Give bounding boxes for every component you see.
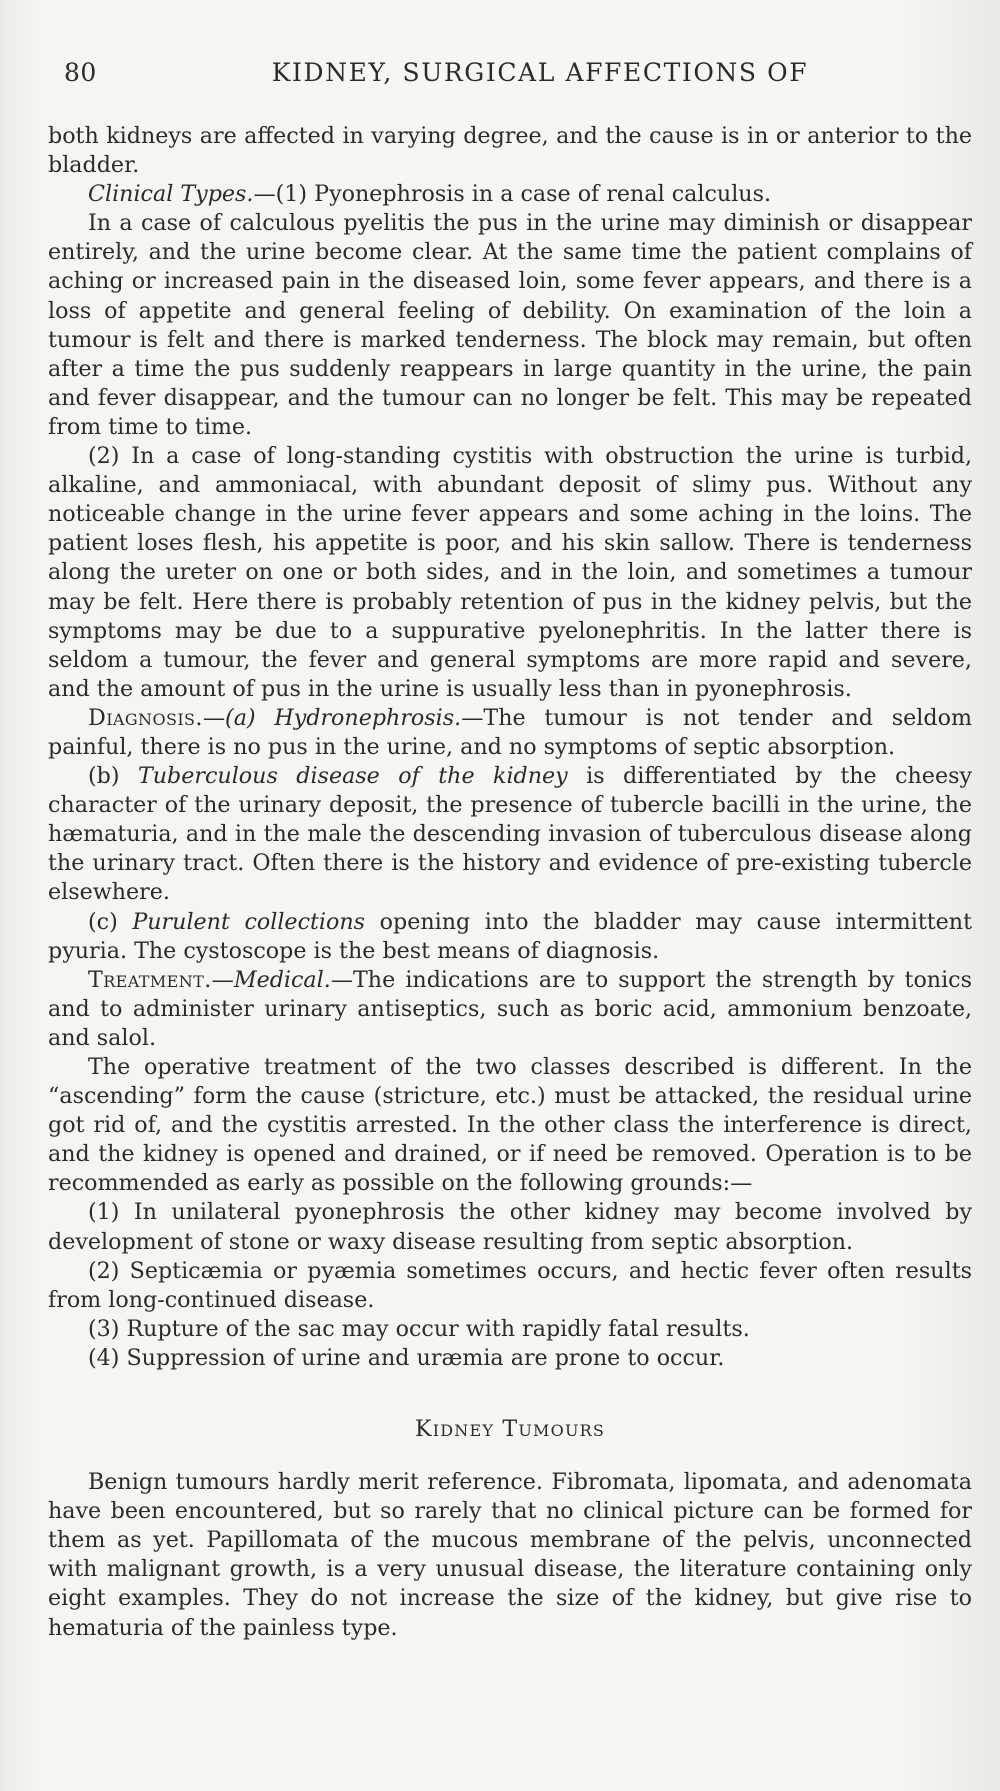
list-item: (4) Suppression of urine and uræmia are prone to occur. [88,1344,725,1371]
paragraph-clinical-types [48,180,972,209]
paragraph-cystitis: (2) In a case of long-standing cystitis with obstruction the urine is turbid, alkaline, and ammoniacal, with abundant deposit of slimy pus. Without any noticeable change in the urine fever appears and some aching in the loins. The patient loses flesh, his appetite is poor, and his skin sallow. There is tenderness along the ureter on one or both sides, and in the loin, and sometimes a tumour may be felt. Here there is probably retention of pus in the kidney pelvis, but the symptoms may be due to a suppurative pyelonephritis. In the latter there is seldom a tumour, the fever and general symptoms are more rapid and severe, and the amount of pus in the urine is usually less than in pyonephrosis. [48,443,972,702]
tuberculous-label: Tuberculous disease of the kidney [137,763,568,790]
section-title-kidney-tumours: Kidney Tumours [414,1416,606,1443]
paragraph-tuberculous [48,762,972,907]
paragraph-purulent [48,908,972,966]
page-content [48,58,972,1643]
hydronephrosis-text: —The tumour is not tender and seldom painful, there is no pus in the urine, and no symptoms of septic absorption. [48,704,972,760]
list-item: (3) Rupture of the sac may occur with rapidly fatal results. [88,1315,750,1342]
paragraph-operative: The operative treatment of the two classes described is different. In the “ascending” form the cause (stricture, etc.) must be attacked, the residual urine got rid of, and the cystitis arrested. In the other class the interference is direct, and the kidney is opened and drained, or if need be removed. Operation is to be recommended as early as possible on the following grounds:— [48,1054,972,1197]
list-item: (1) In unilateral pyonephrosis the other kidney may become involved by development of stone or waxy disease resulting from septic absorption. [48,1199,972,1255]
clinical-types-label: Clinical Types. [88,181,254,208]
body-text [48,122,972,1643]
tuberculous-number: (b) [88,763,138,790]
paragraph-continuation: both kidneys are affected in varying degree, and the cause is in or anterior to the bladder. [48,123,972,179]
purulent-text: opening into the bladder may cause intermittent pyuria. The cystoscope is the best means of diagnosis. [48,908,972,964]
list-item: (2) Septicæmia or pyæmia sometimes occurs, and hectic fever often results from long-continued disease. [48,1257,972,1313]
clinical-types-text: —(1) Pyonephrosis in a case of renal calculus. [253,181,772,208]
medical-label: Medical. [233,966,331,993]
diagnosis-heading: Diagnosis. [88,704,203,731]
medical-text: —The indications are to support the strength by tonics and to administer urinary antiseptics, such as boric acid, ammonium benzoate, and salol. [48,966,972,1051]
treatment-dash: — [211,966,234,993]
tuberculous-text: is differentiated by the cheesy character of the urinary deposit, the presence of tubercle bacilli in the urine, the hæmaturia, and in the male the descending invasion of tuberculous disease along the urinary tract. Often there is the history and evidence of pre-existing tubercle elsewhere. [48,763,972,906]
paragraph-diagnosis [48,704,972,762]
hydronephrosis-label: (a) Hydronephrosis. [225,704,462,731]
paragraph-benign-tumours: Benign tumours hardly merit reference. Fibromata, lipomata, and adenomata have been encountered, but so rarely that no clinical picture can be formed for them as yet. Papillomata of the mucous membrane of the pelvis, unconnected with malignant growth, is a very unusual disease, the literature containing only eight examples. They do not increase the size of the kidney, but give rise to hematuria of the painless type. [48,1469,972,1641]
treatment-heading: Treatment. [88,966,212,993]
page-header [48,58,972,104]
diagnosis-dash: — [202,704,226,731]
page-number: 80 [64,58,97,87]
paragraph-calculous-pyelitis: In a case of calculous pyelitis the pus in the urine may diminish or disappear entirely, and the urine become clear. At the same time the patient complains of aching or increased pain in the diseased loin, some fever appears, and there is a loss of appetite and general feeling of debility. On examination of the loin a tumour is felt and there is marked tenderness. The block may remain, but often after a time the pus suddenly reappears in large quantity in the urine, the pain and fever disappear, and the tumour can no longer be felt. This may be repeated from time to time. [48,210,972,440]
running-head: KIDNEY, SURGICAL AFFECTIONS OF [271,58,809,87]
paragraph-treatment [48,966,972,1053]
purulent-number: (c) [88,908,133,935]
purulent-label: Purulent collections [132,908,366,935]
